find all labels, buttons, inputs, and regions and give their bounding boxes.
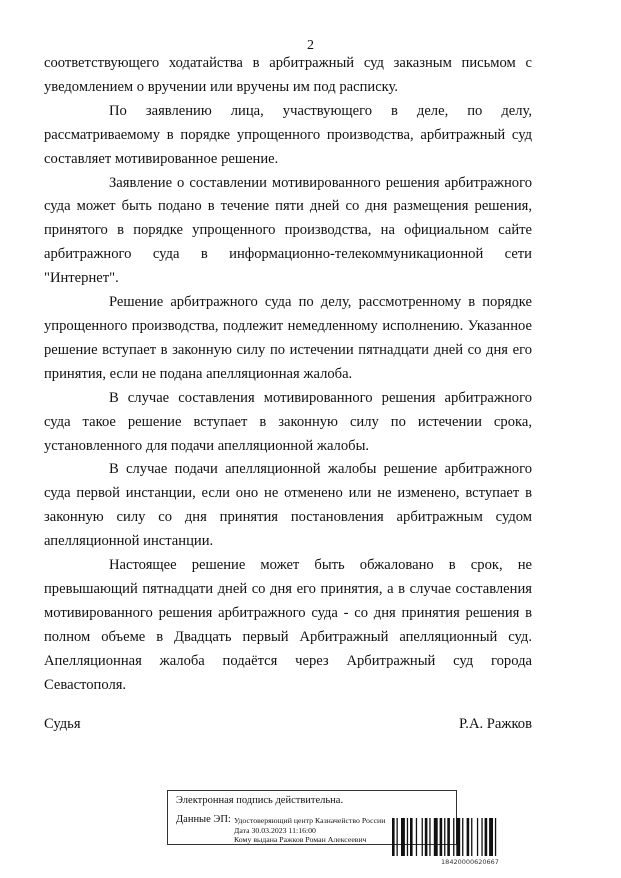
barcode-bar — [471, 818, 472, 856]
barcode-bar — [425, 818, 428, 856]
barcode-bar — [467, 818, 470, 856]
e-signature-label: Данные ЭП: — [176, 814, 231, 825]
e-signature-issued-to: Кому выдана Ражков Роман Алексеевич — [234, 835, 367, 845]
paragraph: В случае составления мотивированного решения арбитражного суда такое решение вступает в законную силу по истечении срока, установленного для подачи апелляционной жалобы. — [44, 389, 532, 454]
paragraph: Решение арбитражного суда по делу, рассмотренному в порядке упрощенного производства, подлежит немедленному исполнению. Указанное решение вступает в законную силу по истечении пятнадцати дней со дня его принятия, если не подана апелляционная жалоба. — [44, 294, 532, 382]
page-number: 2 — [307, 38, 314, 53]
e-signature-details — [234, 816, 385, 845]
barcode-number: 18420000620667 — [441, 858, 499, 866]
barcode-bar — [407, 818, 408, 856]
barcode-bar — [434, 818, 438, 856]
paragraph: соответствующего ходатайства в арбитражный суд заказным письмом с уведомлением о вручении или вручены им под расписку. — [44, 55, 532, 95]
signature-row — [44, 716, 532, 733]
document-body — [44, 52, 532, 697]
barcode-bar — [392, 818, 395, 856]
barcode-bar — [444, 818, 445, 856]
e-signature-status: Электронная подпись действительна. — [176, 795, 344, 806]
barcode-bar — [447, 818, 450, 856]
barcode-bar — [489, 818, 493, 856]
barcode-bar — [422, 818, 423, 856]
barcode-bar — [495, 818, 496, 856]
barcode-bar — [453, 818, 454, 856]
signature-name: Р.А. Ражков — [459, 716, 532, 732]
e-signature-issuer: Удостоверяющий центр Казначейство России — [234, 816, 386, 825]
barcode-bar — [456, 818, 460, 856]
paragraph: Заявление о составлении мотивированного решения арбитражного суда может быть подано в течение пяти дней со дня размещения решения, принятого в порядке упрощенного производства, на официальном сайте арбитражного суда в информационно-телекоммуникационной сети "Интернет". — [44, 174, 532, 287]
barcode-bar — [429, 818, 430, 856]
barcode-bar — [397, 818, 398, 856]
barcode-bar — [477, 818, 478, 856]
barcode-bar — [401, 818, 405, 856]
paragraph: По заявлению лица, участвующего в деле, по делу, рассматриваемому в порядке упрощенного производства, арбитражный суд составляет мотивированное решение. — [44, 102, 532, 167]
barcode-icon — [390, 818, 550, 856]
barcode-bar — [410, 818, 413, 856]
paragraph: В случае подачи апелляционной жалобы решение арбитражного суда первой инстанции, если оно не отменено или не изменено, вступает в законную силу со дня принятия постановления арбитражным судом апелляционной инстанции. — [44, 461, 532, 550]
barcode-bar — [440, 818, 443, 856]
barcode-bar — [485, 818, 488, 856]
barcode-bar — [416, 818, 417, 856]
e-signature-date: Дата 30.03.2023 11:16:00 — [234, 825, 316, 835]
signature-role: Судья — [44, 716, 81, 732]
paragraph: Настоящее решение может быть обжаловано в срок, не превышающий пятнадцати дней со дня его принятия, а в случае составления мотивированного решения арбитражного суда - со дня принятия решения в полном объеме в Двадцать первый Арбитражный апелляционный суд. Апелляционная жалоба подаётся через Арбитражный суд города Севастополя. — [44, 557, 532, 693]
barcode-bar — [481, 818, 482, 856]
barcode-bar — [462, 818, 463, 856]
